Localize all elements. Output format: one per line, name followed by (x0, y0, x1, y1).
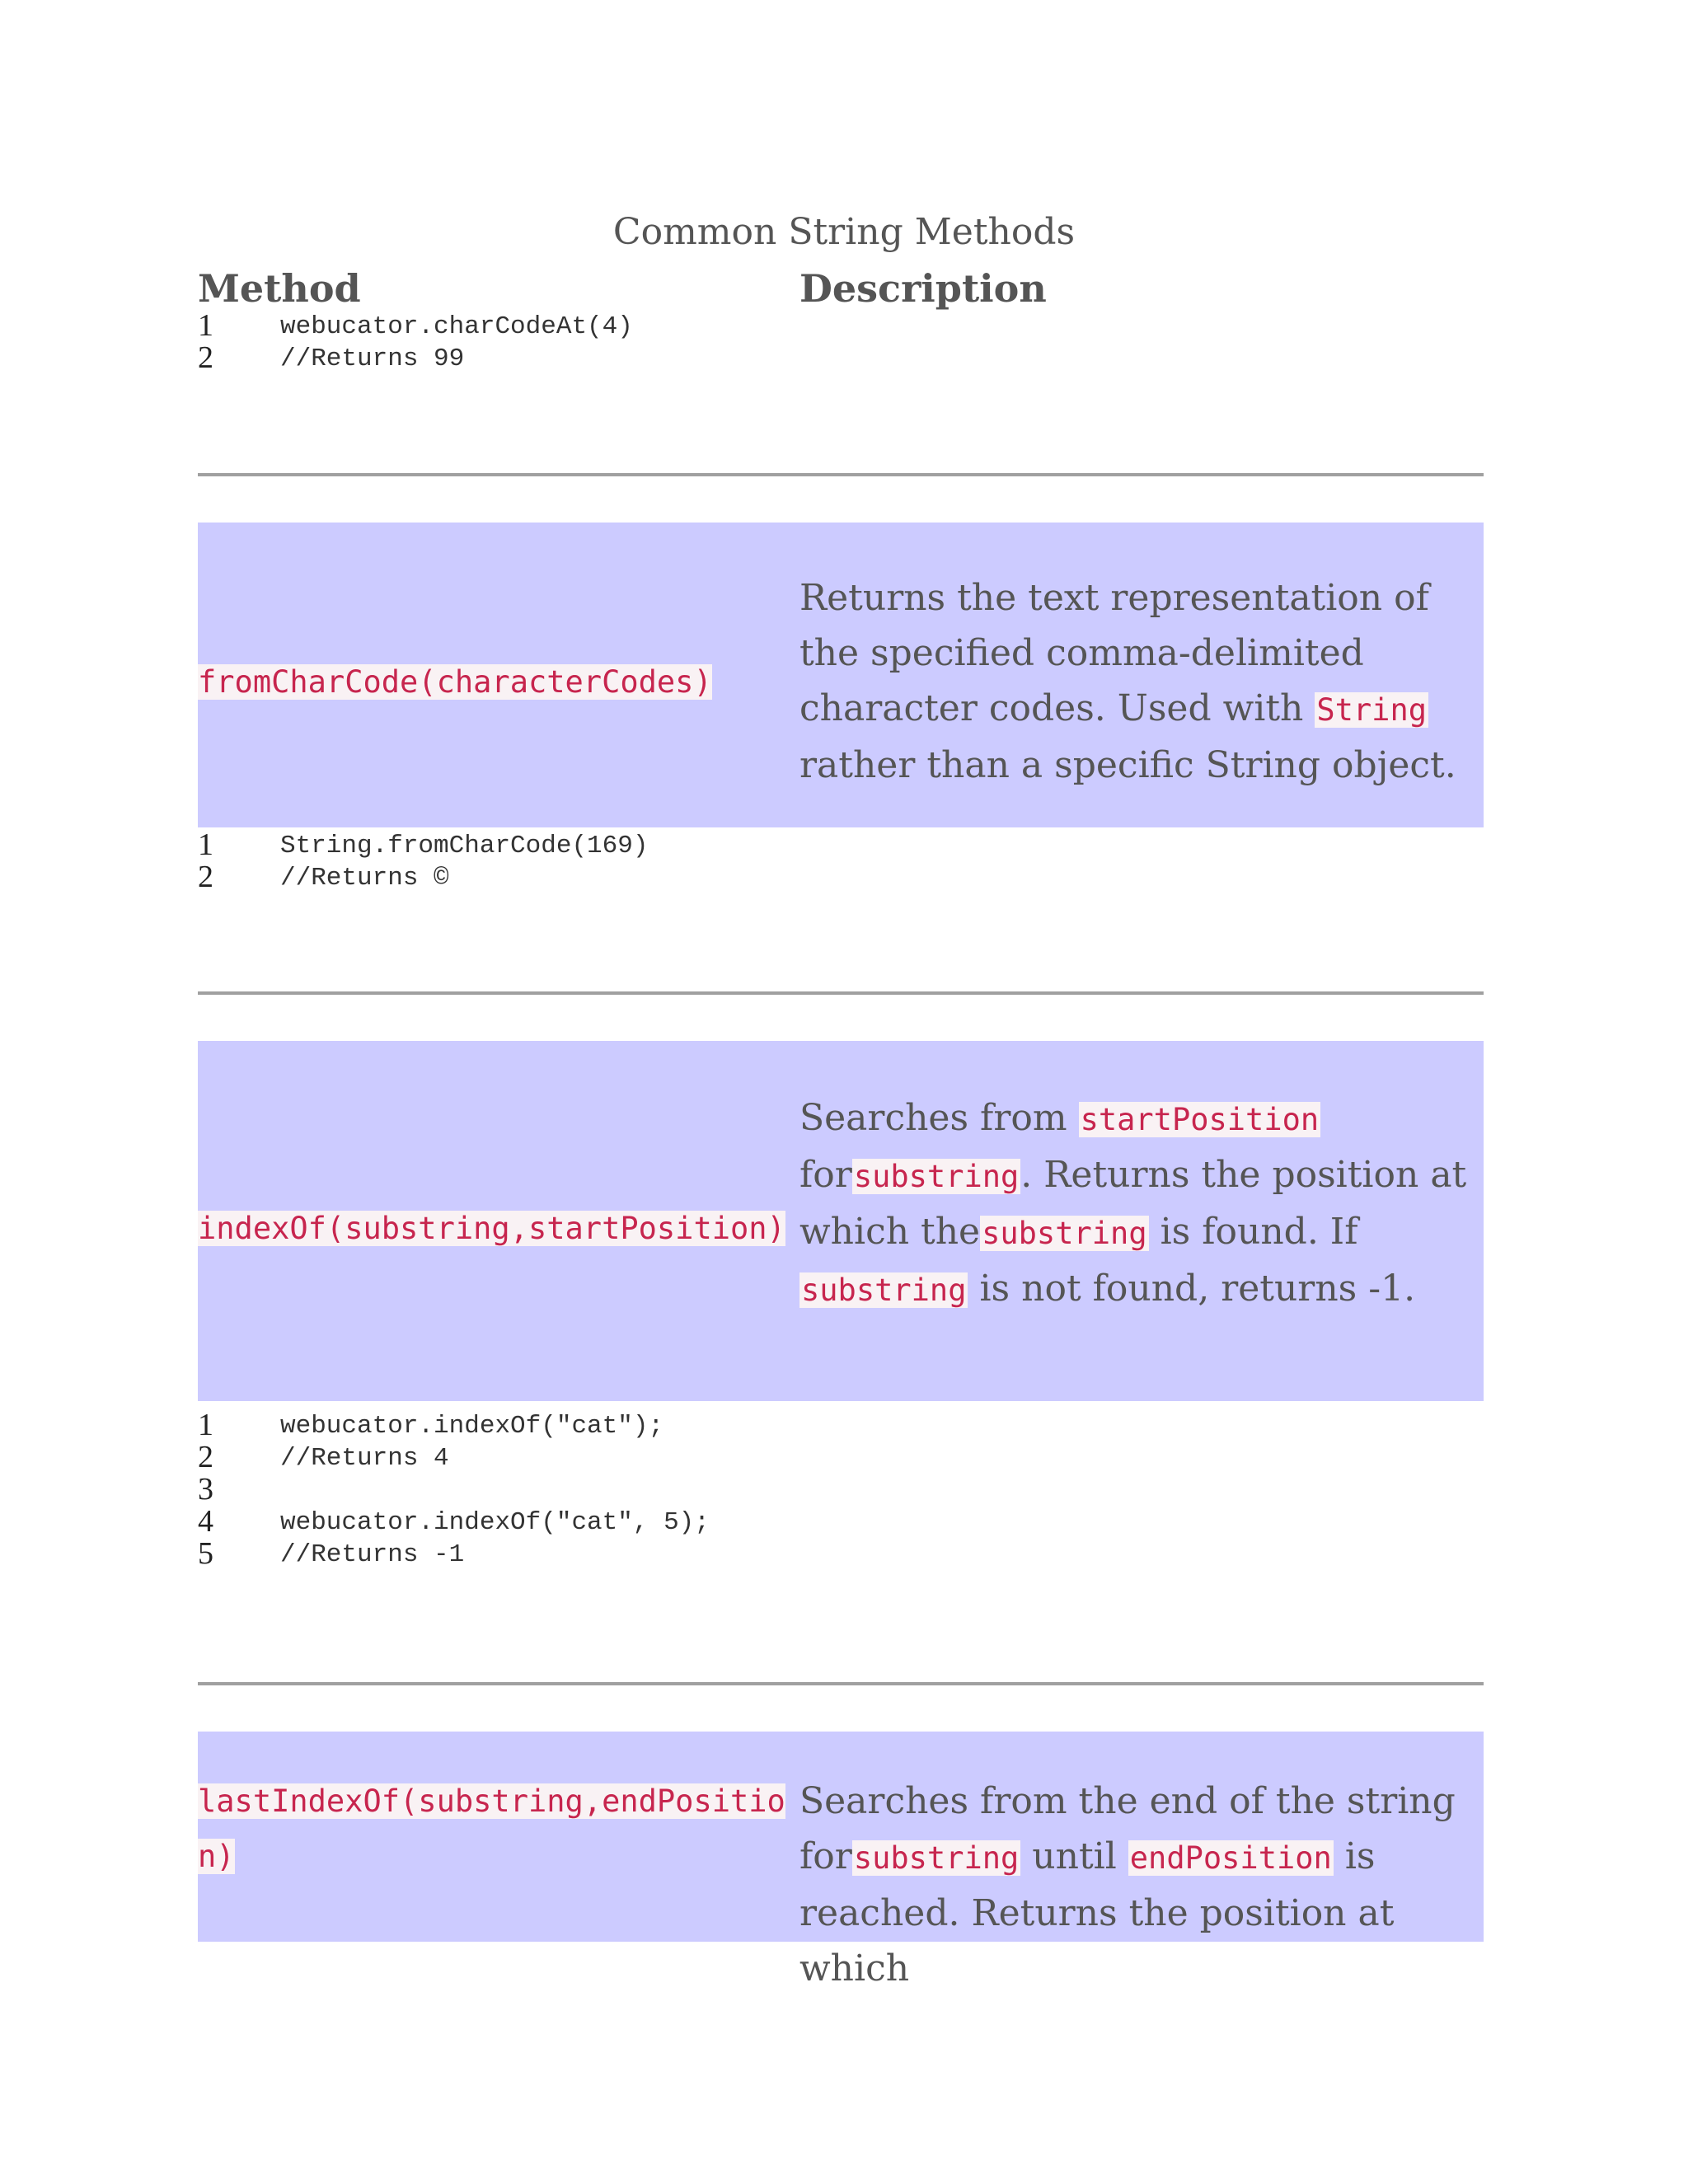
code-line (198, 310, 1484, 342)
description-text: . Returns the position at which the (799, 1154, 1467, 1253)
line-number: 2 (198, 340, 213, 375)
description-text: Searches from the end of the string for (799, 1780, 1456, 1877)
code-line (198, 1474, 1484, 1506)
row-divider (198, 473, 1484, 476)
method-description (799, 570, 1484, 793)
line-number: 2 (198, 860, 213, 894)
code-text: //Returns 99 (280, 344, 465, 373)
code-text: //Returns 4 (280, 1444, 449, 1473)
row-divider (198, 991, 1484, 995)
method-name-text: indexOf(substring,startPosition) (198, 1211, 785, 1246)
line-number: 1 (198, 1408, 213, 1442)
code-text: webucator.indexOf("cat", 5); (280, 1508, 710, 1537)
line-number: 2 (198, 1440, 213, 1474)
code-line (198, 1538, 1484, 1570)
description-text: Searches from (799, 1097, 1079, 1139)
description-column-header: Description (799, 266, 1047, 311)
inline-code: endPosition (1129, 1840, 1332, 1876)
method-name-text: fromCharCode(characterCodes) (198, 664, 712, 700)
method-name-text: lastIndexOf(substring,endPosition) (198, 1783, 785, 1874)
code-line (198, 342, 1484, 374)
method-name (198, 1774, 795, 1884)
method-row-fromcharcode (198, 523, 1484, 827)
line-number: 1 (198, 827, 213, 862)
method-column-header: Method (198, 266, 361, 311)
inline-code: substring (853, 1159, 1020, 1194)
code-text: //Returns © (280, 864, 449, 893)
inline-code: startPosition (1080, 1102, 1320, 1137)
method-row-indexof (198, 1041, 1484, 1401)
description-text: is reached. Returns the position at which (799, 1835, 1395, 1990)
code-line (198, 1441, 1484, 1474)
line-number: 5 (198, 1536, 213, 1571)
code-line (198, 829, 1484, 861)
code-text: webucator.indexOf("cat"); (280, 1412, 664, 1441)
inline-code: substring (853, 1840, 1020, 1876)
method-name (198, 654, 795, 710)
method-description (799, 1090, 1484, 1318)
description-text: is found. If (1148, 1211, 1358, 1253)
description-text: for (799, 1154, 852, 1196)
code-line (198, 1506, 1484, 1538)
code-line (198, 1409, 1484, 1441)
code-example-fromcharcode (198, 829, 1484, 893)
page-title: Common String Methods (612, 211, 1076, 253)
inline-code: substring (982, 1216, 1147, 1251)
code-line (198, 861, 1484, 893)
description-text: Returns the text representation of the specified comma-delimited character codes. Used with (799, 577, 1429, 729)
code-text: String.fromCharCode(169) (280, 832, 649, 860)
inline-code: substring (801, 1272, 967, 1308)
description-text: is not found, returns -1. (968, 1268, 1416, 1310)
code-example-indexof (198, 1409, 1484, 1570)
line-number: 4 (198, 1504, 213, 1539)
row-divider (198, 1682, 1484, 1685)
line-number: 1 (198, 308, 213, 343)
code-text: //Returns -1 (280, 1540, 465, 1569)
method-description (799, 1774, 1484, 1996)
inline-code: String (1316, 692, 1428, 728)
code-example-charcodeat (198, 310, 1484, 374)
method-row-lastindexof (198, 1732, 1484, 1990)
method-name (198, 1201, 795, 1256)
description-text: rather than a specific String object. (799, 744, 1456, 786)
line-number: 3 (198, 1472, 213, 1507)
code-text: webucator.charCodeAt(4) (280, 312, 633, 341)
description-text: until (1020, 1835, 1128, 1877)
